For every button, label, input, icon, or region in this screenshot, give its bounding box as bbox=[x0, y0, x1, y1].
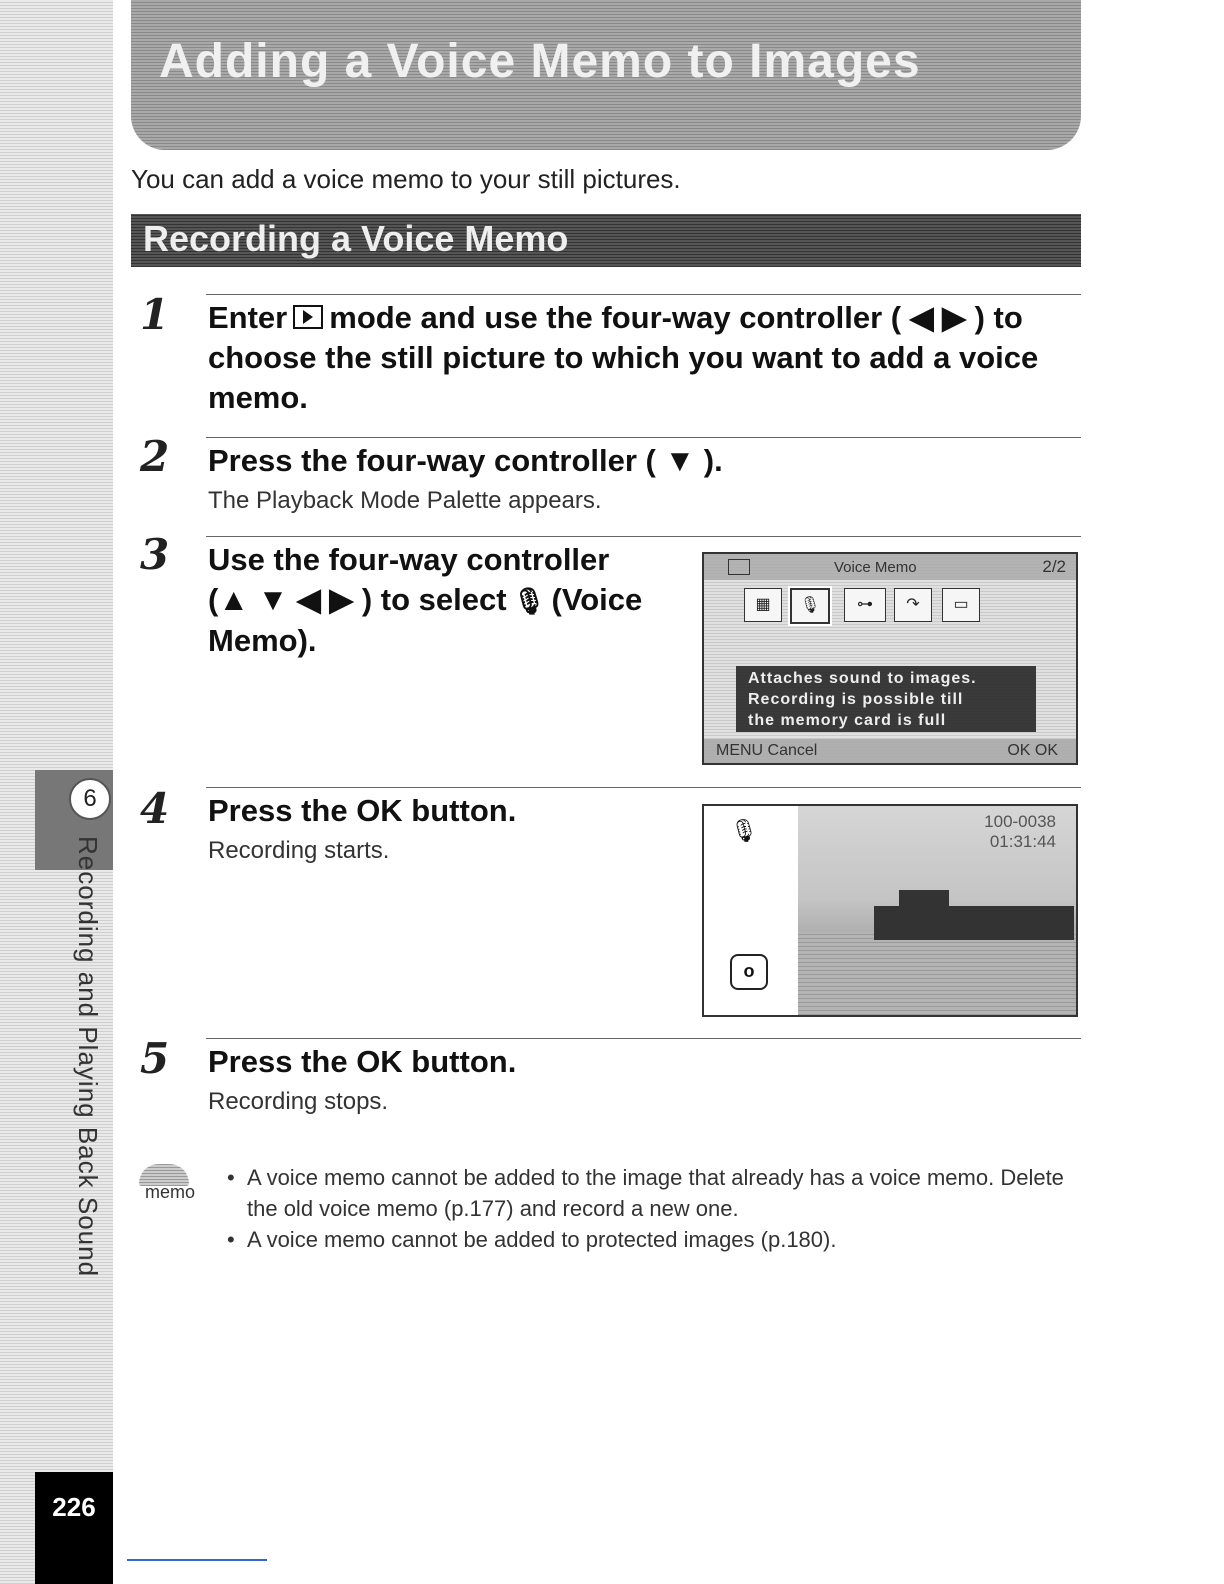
page-title: Adding a Voice Memo to Images bbox=[159, 35, 921, 88]
file-number: 100-0038 bbox=[984, 812, 1056, 831]
step-5-number: 5 bbox=[140, 1034, 170, 1083]
step-1-number: 1 bbox=[140, 290, 170, 339]
playback-icon bbox=[293, 305, 323, 329]
chapter-number: 6 bbox=[69, 778, 111, 820]
screen-page: 2/2 bbox=[1042, 557, 1066, 576]
help-line-3: the memory card is full bbox=[748, 712, 947, 729]
step-2-subtext: The Playback Mode Palette appears. bbox=[208, 487, 602, 514]
memo-icon bbox=[133, 1164, 199, 1210]
recording-screenshot bbox=[702, 804, 1078, 1017]
step-3-divider bbox=[206, 536, 1081, 537]
help-line-1: Attaches sound to images. bbox=[748, 670, 977, 687]
step-1-head-line2: choose the still picture to which you want to add a voice bbox=[208, 340, 1039, 375]
step-2-number: 2 bbox=[140, 432, 170, 481]
screen-topbar bbox=[704, 554, 1076, 580]
step-2-heading: Press the four-way controller ( ▼ ). bbox=[208, 443, 723, 478]
step-5-divider bbox=[206, 1038, 1081, 1039]
memo-icon-label: memo bbox=[145, 1182, 196, 1202]
photo-pier-roof bbox=[899, 890, 949, 908]
playback-icon bbox=[728, 559, 750, 575]
step-3-number: 3 bbox=[140, 530, 170, 579]
step-1-head-line3: memo. bbox=[208, 380, 308, 415]
ok-label: OK OK bbox=[1007, 742, 1058, 759]
palette-icon-protect: ⊶ bbox=[844, 588, 886, 622]
cancel-label: MENU Cancel bbox=[716, 742, 818, 759]
page-number: 226 bbox=[35, 1472, 113, 1584]
photo-water bbox=[798, 932, 1076, 1015]
step-4-number: 4 bbox=[140, 784, 170, 833]
record-indicator: o bbox=[730, 954, 768, 990]
chapter-title: Recording and Playing Back Sound bbox=[73, 836, 103, 1278]
palette-icon-rotate: ▦ bbox=[744, 588, 782, 622]
palette-icon-dpof: ↷ bbox=[894, 588, 932, 622]
photo-pier bbox=[874, 906, 1074, 940]
screen-title: Voice Memo bbox=[834, 559, 917, 576]
step-3-head-line2-pre: (▲ ▼ ◀ ▶ ) to select bbox=[208, 582, 507, 617]
screen-bottombar bbox=[704, 739, 1076, 763]
footer-rule bbox=[127, 1559, 267, 1561]
step-5-subtext: Recording stops. bbox=[208, 1088, 389, 1115]
help-line-2: Recording is possible till bbox=[748, 691, 964, 708]
step-3-head-line1: Use the four-way controller bbox=[208, 542, 610, 577]
help-text bbox=[748, 668, 977, 731]
title-banner bbox=[131, 0, 1081, 150]
section-title: Recording a Voice Memo bbox=[143, 218, 569, 259]
step-4-subtext: Recording starts. bbox=[208, 837, 390, 864]
intro-text: You can add a voice memo to your still pictures. bbox=[131, 164, 681, 194]
step-2-divider bbox=[206, 437, 1081, 438]
step-1-heading bbox=[208, 298, 1038, 418]
step-4-heading: Press the OK button. bbox=[208, 793, 517, 828]
step-1-head-pre: Enter bbox=[208, 300, 288, 335]
palette-icon-slideshow: ▭ bbox=[942, 588, 980, 622]
palette-screenshot bbox=[702, 552, 1078, 765]
microphone-icon: 🎙 bbox=[512, 586, 546, 616]
step-3-head-line3: Memo). bbox=[208, 623, 317, 658]
step-1-head-post: mode and use the four-way controller ( ◀ ▶ ) to bbox=[329, 300, 1023, 335]
step-4-divider bbox=[206, 787, 1081, 788]
step-1-divider bbox=[206, 294, 1081, 295]
microphone-icon: 🎙 bbox=[730, 818, 758, 843]
memo-note-2: • A voice memo cannot be added to protected images (p.180). bbox=[225, 1224, 1087, 1255]
memo-note-1: • A voice memo cannot be added to the image that already has a voice memo. Delete the old voice memo (p.177) and record a new one. bbox=[225, 1162, 1087, 1224]
step-3-heading bbox=[208, 540, 642, 661]
step-5-heading: Press the OK button. bbox=[208, 1044, 517, 1079]
section-header bbox=[131, 214, 1081, 267]
memo-notes bbox=[225, 1162, 1087, 1255]
step-3-head-line2-post: (Voice bbox=[551, 582, 643, 617]
recording-time: 01:31:44 bbox=[989, 832, 1056, 851]
palette-icon-voice-memo: 🎙 bbox=[790, 588, 830, 624]
